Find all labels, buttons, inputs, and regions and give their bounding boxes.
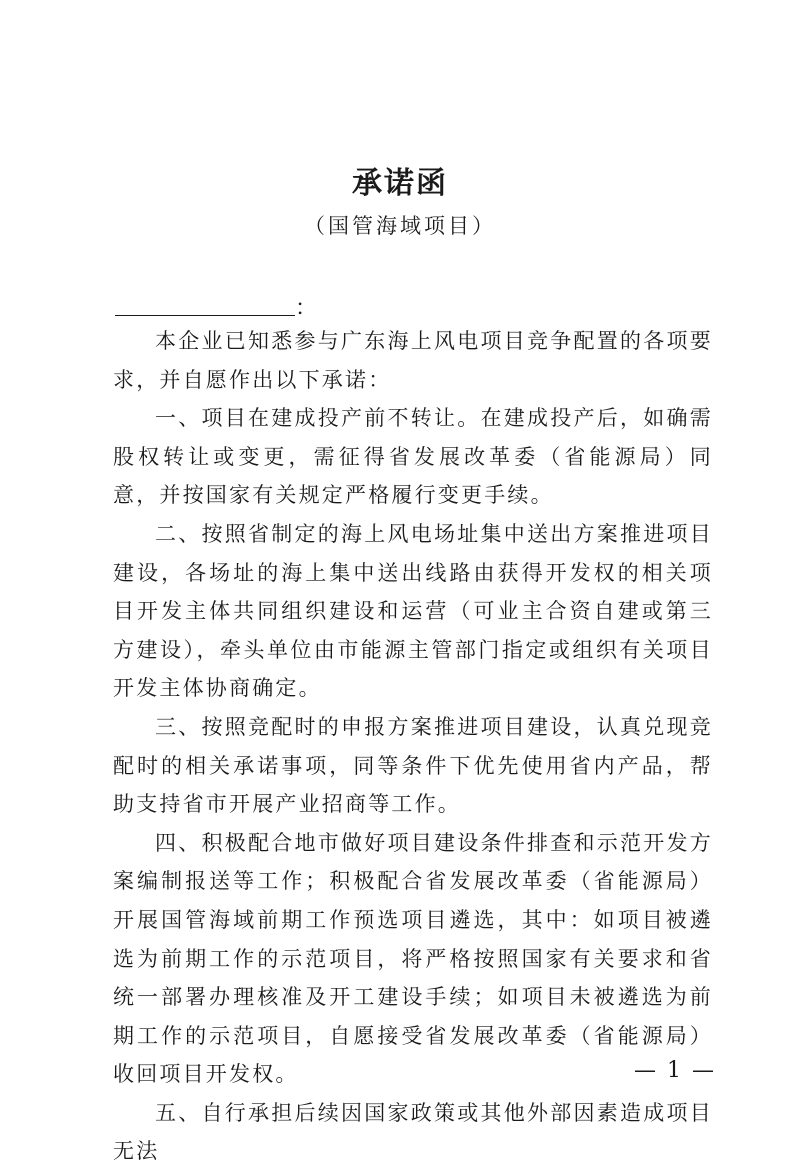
- addressee-blank: [115, 314, 295, 316]
- page-number: — 1 —: [634, 1058, 716, 1083]
- addressee-colon: ：: [295, 296, 318, 321]
- document-title: 承诺函: [352, 166, 448, 201]
- document-body: [113, 322, 713, 1171]
- paragraph-intro: 本企业已知悉参与广东海上风电项目竞争配置的各项要求，并自愿作出以下承诺：: [113, 329, 713, 392]
- paragraph-3: 三、按照竞配时的申报方案推进项目建设，认真兑现竞配时的相关承诺事项，同等条件下优先使用省内产品，帮助支持省市开展产业招商等工作。: [113, 714, 713, 817]
- addressee-line: [115, 292, 317, 322]
- paragraph-4: 四、积极配合地市做好项目建设条件排查和示范开发方案编制报送等工作；积极配合省发展改革委（省能源局）开展国管海域前期工作预选项目遴选，其中：如项目被遴选为前期工作的示范项目，将严格按照国家有关要求和省统一部署办理核准及开工建设手续；如项目未被遴选为前期工作的示范项目，自愿接受省发展改革委（省能源局）收回项目开发权。: [113, 830, 713, 1087]
- document-subtitle: （国管海域项目）: [304, 214, 496, 238]
- paragraph-5: 五、自行承担后续因国家政策或其他外部因素造成项目无法: [113, 1100, 713, 1164]
- paragraph-1: 一、项目在建成投产前不转让。在建成投产后，如确需股权转让或变更，需征得省发展改革委（省能源局）同意，并按国家有关规定严格履行变更手续。: [113, 406, 713, 508]
- paragraph-2: 二、按照省制定的海上风电场址集中送出方案推进项目建设，各场址的海上集中送出线路由获得开发权的相关项目开发主体共同组织建设和运营（可业主合资自建或第三方建设），牵头单位由市能源主管部门指定或组织有关项目开发主体协商确定。: [113, 521, 713, 701]
